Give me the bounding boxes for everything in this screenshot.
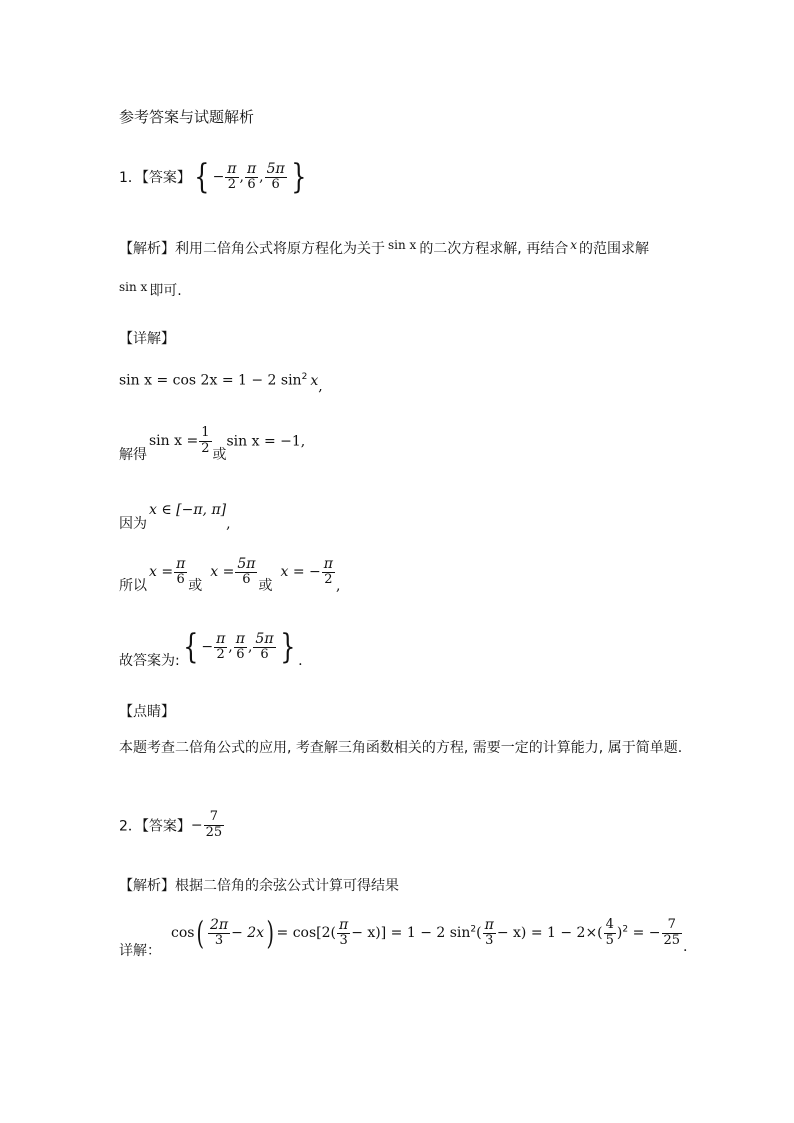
q2-sup2: 2 (470, 924, 477, 935)
q2-mid2: − x)] = 1 − 2 sin (351, 925, 471, 942)
q2-frac-pi3-a: $\frac{\pi}{3}$ (339, 917, 349, 949)
sinx-inline: sin x (388, 238, 417, 252)
final-frac-3: $\frac{5\pi}{6}$ (255, 630, 274, 663)
final-frac-2: $\frac{\pi}{6}$ (235, 630, 245, 663)
q2-analysis-label: 【解析】 (119, 878, 175, 894)
final-frac-1: $\frac{\pi}{2}$ (216, 630, 226, 663)
q1-answer-line: 1．【答案】{ − $\frac{\pi}{2}$ , $\frac{\pi}{6}$ , $\frac{5\pi}{6}$ } (119, 157, 307, 197)
q1-solve: 解得sin x = $\frac{1}{2}$ 或sin x = −1, (119, 425, 306, 464)
q1-since: 因为x ∈ [−π, π], (119, 502, 231, 532)
q2-mid3: − x) = 1 − 2×( (496, 925, 603, 942)
analysis-text: 利用二倍角公式将原方程化为关于 (175, 241, 385, 257)
q2-sign: − (190, 817, 203, 834)
q2-answer-frac: $\frac{7}{25}$ (205, 809, 223, 840)
q2-analysis-text: 根据二倍角的余弦公式计算可得结果 (175, 878, 399, 894)
q2-mid5: = − (628, 925, 661, 942)
q1-analysis-line-2 (119, 280, 182, 300)
q1-analysis-line (119, 238, 649, 258)
eq1-text: sin x = cos 2x = 1 − 2 sin (119, 372, 302, 389)
q2-frac-2pi3: $\frac{2\pi}{3}$ (209, 917, 229, 949)
solve-expr-2: sin x = −1 (226, 433, 301, 450)
left-brace: { (194, 157, 210, 197)
solve-label: 解得 (119, 447, 147, 464)
analysis-text-2: 的二次方程求解, 再结合 (419, 241, 569, 257)
page-header: 参考答案与试题解析 (119, 108, 255, 126)
final-label: 故答案为: (119, 653, 180, 669)
q2-frac-result: $\frac{7}{25}$ (663, 916, 681, 948)
analysis-text-3: 的范围求解 (579, 241, 649, 257)
so-frac-3: $\frac{\pi}{2}$ (323, 556, 333, 588)
q1-final: 故答案为:{ − $\frac{\pi}{2}$ , $\frac{\pi}{6}$ , $\frac{5\pi}{6}$ } . (119, 627, 303, 669)
q2-detail: 详解：cos( $\frac{2\pi}{3}$ − 2x) = cos[2( $\frac{\pi}{3}$ − x)] = 1 − 2 $\sin^2$( $\frac{\pi}{3}$ − x) = 1 − 2×( $\frac{4}{5}$ )$^2$ = − $\frac{7}{25}$ . (119, 914, 688, 960)
q1-eq1: sin x = cos 2x = 1 − 2 $\sin^2 x$, (119, 372, 323, 395)
q2-open: ( (476, 925, 482, 942)
so-x1: x = (149, 564, 174, 581)
q1-comment-label: 【点睛】 (119, 704, 175, 720)
q1-answer-label: 1．【答案】 (119, 170, 191, 186)
q1-frac-3: $\frac{5\pi}{6}$ (266, 160, 285, 193)
q2-answer-line (119, 810, 225, 841)
q1-detail-label: 【详解】 (119, 331, 175, 347)
q2-mid1: = cos[2( (276, 925, 336, 942)
sinx-inline-2: sin x (119, 280, 148, 294)
q1-frac-2: $\frac{\pi}{6}$ (246, 160, 257, 193)
so-frac-2: $\frac{5\pi}{6}$ (237, 556, 256, 588)
q2-analysis (119, 875, 399, 895)
q1-so: 所以x = $\frac{\pi}{6}$ 或x = $\frac{5\pi}{6}$ 或x = − $\frac{\pi}{2}$ , (119, 556, 341, 595)
eq1-tail: x (310, 372, 319, 389)
so-x3: x = − (280, 564, 321, 581)
since-expr: x ∈ [−π, π] (149, 502, 227, 518)
so-frac-1: $\frac{\pi}{6}$ (176, 556, 186, 588)
so-x2: x = (210, 564, 235, 581)
q2-cos: cos (171, 925, 195, 942)
q2-minus2x: − 2x (231, 925, 265, 942)
or-3: 或 (258, 578, 273, 595)
analysis-label: 【解析】 (119, 241, 175, 257)
q2-sup2-b: 2 (622, 924, 629, 935)
eq1-sup: 2 (301, 372, 308, 382)
so-label: 所以 (119, 578, 147, 595)
q2-mid4: ) (616, 925, 623, 942)
right-brace: } (290, 157, 307, 197)
or-2: 或 (188, 578, 203, 595)
since-label: 因为 (119, 516, 147, 532)
or-1: 或 (212, 447, 227, 464)
q2-frac-pi3-b: $\frac{\pi}{3}$ (484, 917, 494, 949)
q2-detail-label: 详解： (119, 943, 161, 960)
x-inline: x (570, 238, 577, 252)
solve-expr: sin x = (149, 433, 199, 450)
q2-frac-45: $\frac{4}{5}$ (605, 916, 614, 948)
solve-frac: $\frac{1}{2}$ (201, 425, 210, 456)
q1-comment-text: 本题考查二倍角公式的应用, 考查解三角函数相关的方程, 需要一定的计算能力, 属于简单题. (119, 740, 683, 756)
analysis-text-4: 即可. (149, 283, 182, 299)
q2-answer-label: 2．【答案】 (119, 818, 191, 835)
q1-frac-1: $\frac{\pi}{2}$ (227, 160, 237, 193)
